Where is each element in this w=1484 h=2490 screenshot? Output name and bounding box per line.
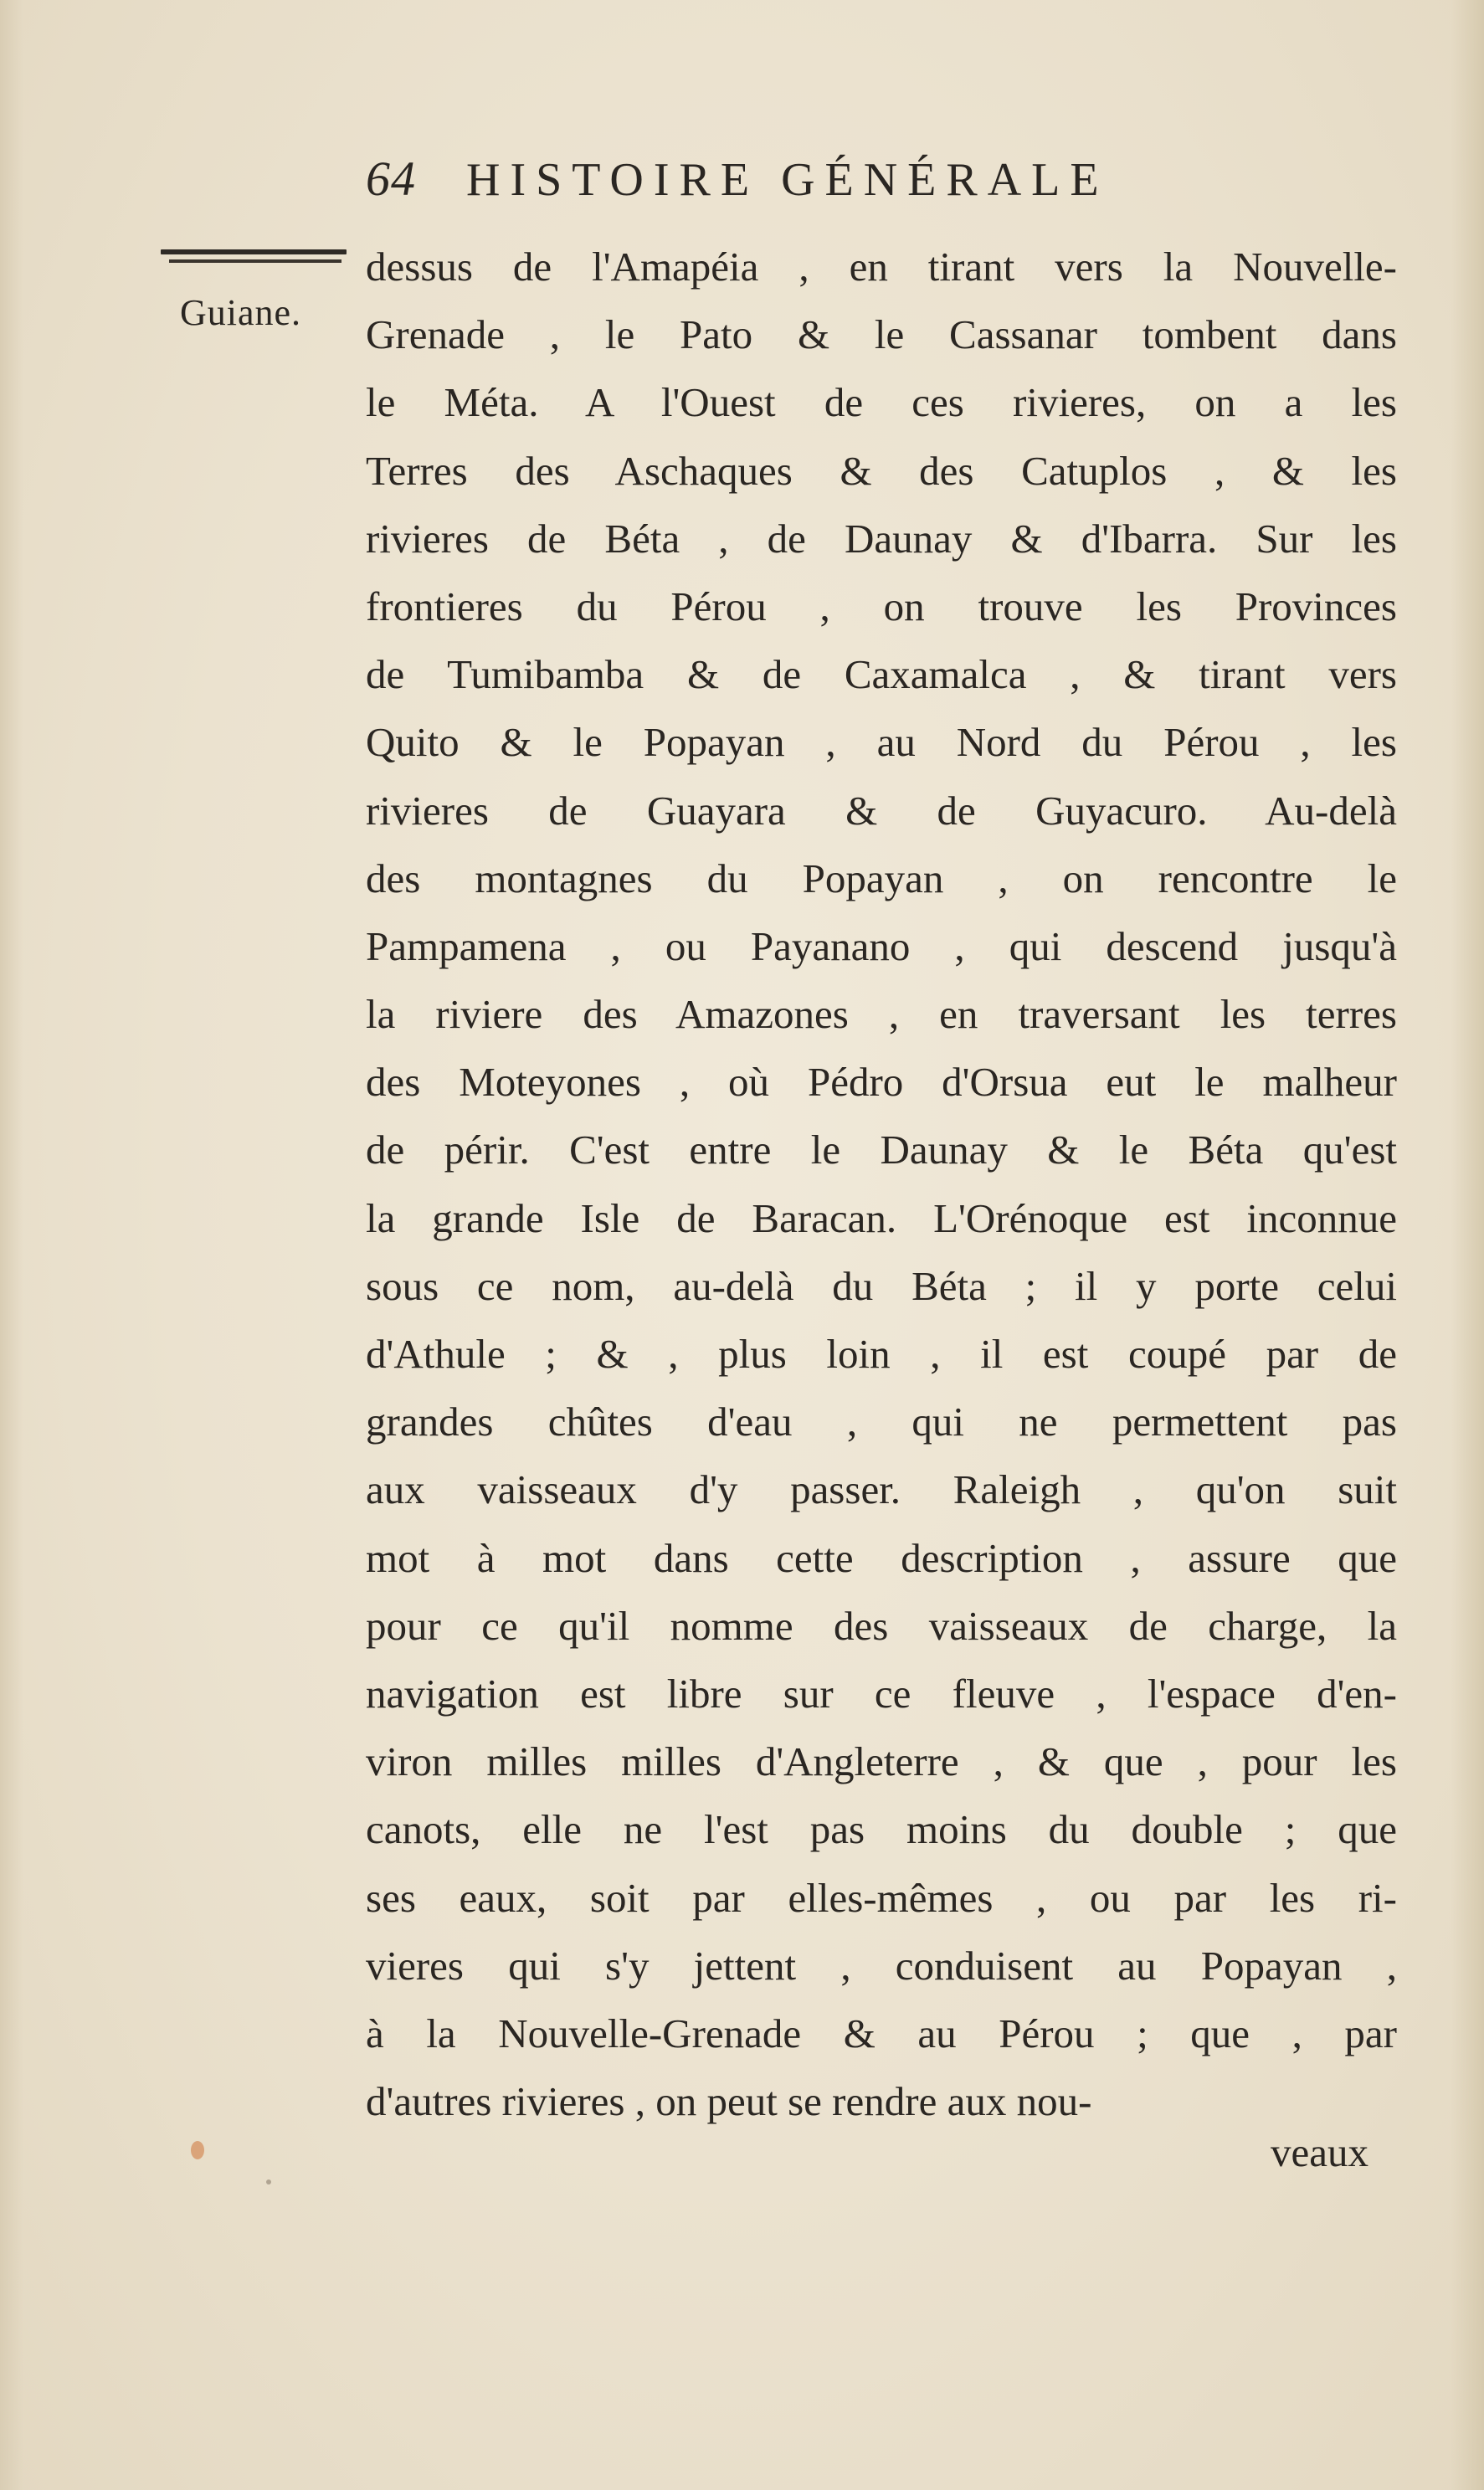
foxing-stain (191, 2141, 204, 2159)
text-line: dessus de l'Amapéia , en tirant vers la Nouvelle- (366, 244, 1397, 290)
text-line: grandes chûtes d'eau , qui ne permettent pas (366, 1399, 1397, 1445)
text-line: de périr. C'est entre le Daunay & le Béta qu'est (366, 1127, 1397, 1173)
text-line: rivieres de Béta , de Daunay & d'Ibarra. Sur les (366, 515, 1397, 562)
text-line: pour ce qu'il nomme des vaisseaux de charge, la (366, 1602, 1397, 1649)
text-line: aux vaisseaux d'y passer. Raleigh , qu'on suit (366, 1466, 1397, 1513)
text-line: des Moteyones , où Pédro d'Orsua eut le malheur (366, 1059, 1397, 1106)
text-line: rivieres de Guayara & de Guyacuro. Au-delà (366, 787, 1397, 834)
text-line: navigation est libre sur ce fleuve , l'espace d'en- (366, 1670, 1397, 1717)
ink-speck (266, 2179, 271, 2185)
text-line: à la Nouvelle-Grenade & au Pérou ; que , par (366, 2010, 1397, 2056)
text-line: vieres qui s'y jettent , conduisent au Popayan , (366, 1942, 1397, 1989)
text-line: la riviere des Amazones , en traversant les terres (366, 991, 1397, 1038)
text-line: Quito & le Popayan , au Nord du Pérou , les (366, 719, 1397, 766)
page-header (366, 151, 1370, 218)
text-line: Pampamena , ou Payanano , qui descend jusqu'à (366, 922, 1397, 969)
text-line: ses eaux, soit par elles-mêmes , ou par les ri- (366, 1874, 1397, 1921)
text-line: Terres des Aschaques & des Catuplos , & les (366, 447, 1397, 494)
page-edge-shadow-left (0, 0, 23, 2490)
text-line: d'autres rivieres , on peut se rendre aux nou- (366, 2078, 1092, 2125)
text-line: d'Athule ; & , plus loin , il est coupé par de (366, 1331, 1397, 1377)
running-title: HISTOIRE GÉNÉRALE (466, 154, 1109, 206)
text-line: mot à mot dans cette description , assure que (366, 1534, 1397, 1581)
text-line: viron milles milles d'Angleterre , & que , pour les (366, 1738, 1397, 1785)
text-line: la grande Isle de Baracan. L'Orénoque est inconnue (366, 1194, 1397, 1241)
text-line: canots, elle ne l'est pas moins du double ; que (366, 1806, 1397, 1853)
text-line: de Tumibamba & de Caxamalca , & tirant vers (366, 651, 1397, 698)
margin-rule (161, 249, 347, 254)
text-line: sous ce nom, au-delà du Béta ; il y porte celui (366, 1262, 1397, 1309)
catchword: veaux (1271, 2129, 1368, 2175)
margin-note: Guiane. (180, 292, 302, 333)
text-line: le Méta. A l'Ouest de ces rivieres, on a les (366, 379, 1397, 426)
page-edge-shadow-right (1451, 0, 1484, 2490)
page-number: 64 (366, 151, 416, 206)
body-text (366, 233, 1397, 2135)
text-line: Grenade , le Pato & le Cassanar tombent dans (366, 311, 1397, 358)
text-line: frontieres du Pérou , on trouve les Provinces (366, 583, 1397, 629)
text-line: des montagnes du Popayan , on rencontre le (366, 855, 1397, 901)
